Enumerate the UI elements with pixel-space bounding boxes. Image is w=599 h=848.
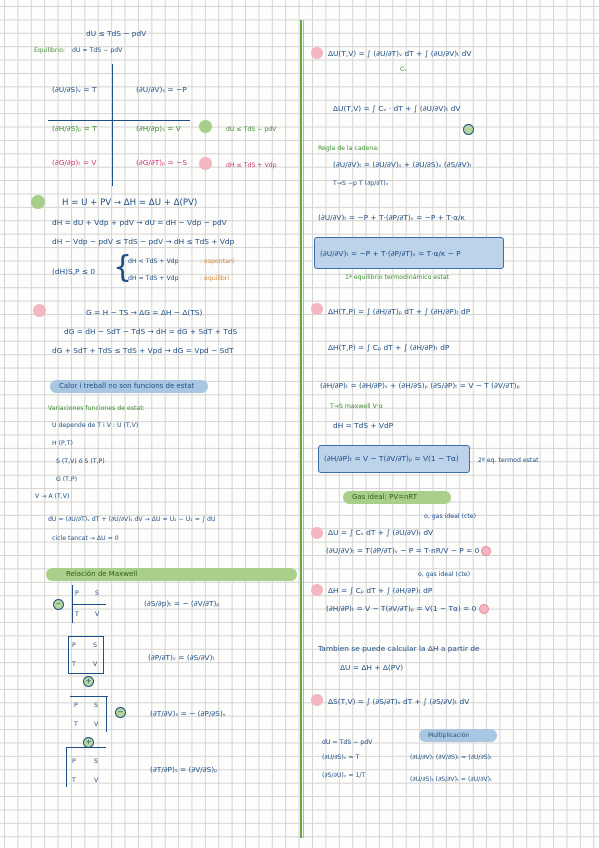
chain-rule-heading: Regla de la cadena: (318, 145, 380, 152)
square3-s: S (94, 702, 98, 709)
internal-pressure-equation: (∂U/∂V)ₜ = −P + T·(∂P/∂T)ᵥ = −P + T·α/κ (318, 213, 465, 222)
enthalpy-differential: dH = dU + Vdp + pdV → dU = dH − Vdp − pdV (52, 218, 227, 227)
heat-work-tag: Calor i treball no son funcions de estat (50, 380, 208, 393)
pink-dot-marker (311, 694, 323, 706)
square2-p: P (72, 642, 76, 649)
square2-t: T (72, 661, 76, 668)
maxwell-relation-3: (∂T/∂V)ₛ = − (∂P/∂S)ᵥ (150, 709, 226, 718)
square4-p: P (72, 758, 76, 765)
ideal-gas-dH-dP: (∂H/∂P)ₜ = V − T(∂V/∂T)ₚ = V(1 − Tα) = 0 (326, 604, 477, 613)
pink-dot-marker (311, 584, 323, 596)
plus-sign-marker: + (83, 676, 94, 687)
relation-dU-dS: (∂U/∂S)ᵥ = T (52, 85, 97, 94)
ideal-gas-dH: ΔH = ∫ Cₚ dT + ∫ (∂H/∂P)ₜ dP (328, 586, 433, 595)
minus-sign-marker: − (53, 599, 64, 610)
dU-integral-Cv: ΔU(T,V) = ∫ Cᵥ · dT + ∫ (∂U/∂V)ₜ dV (333, 104, 461, 113)
pink-dot-marker (33, 304, 46, 317)
dS-dU-equals-inverse-T: (∂S/∂U)ᵥ = 1/T (322, 772, 366, 779)
square4-s: S (94, 758, 98, 765)
zero-marker (463, 124, 474, 135)
gibbs-definition: G = H − TS → ΔG = ΔH − Δ(TS) (86, 308, 203, 317)
ideal-gas-internal-pressure: (∂U/∂V)ₜ = T(∂P/∂T)ᵥ − P = T·nR/V − P = 0 (326, 546, 480, 555)
zero-result-marker (479, 604, 489, 614)
gibbs-inequality: dG + SdT + TdS ≤ TdS + Vpd → dG = Vpd − SdT (52, 346, 234, 355)
brace: { (113, 250, 133, 285)
multiplication-tag: Multiplicación (419, 729, 497, 742)
state-A: V → A (T,V) (35, 493, 70, 500)
zero-result-marker (481, 546, 491, 556)
pink-dot-marker (199, 157, 212, 170)
criterion-spontaneous-note: : espontani (200, 258, 235, 265)
square2-s: S (93, 642, 97, 649)
dH-dP-chain-notes: T→S maxwell V·α (330, 403, 383, 410)
criterion-equilibrium: dH = TdS + Vdp (128, 275, 179, 282)
relation-dH-dS: (∂H/∂S)ₚ = T (52, 124, 97, 133)
enthalpy-inequality: dH − Vdp − pdV ≤ TdS − pdV → dH ≤ TdS + Vdp (52, 237, 235, 246)
maxwell-tag-label: Relación de Maxwell (66, 570, 138, 578)
inequality-line: dU ≤ TdS − pdV (86, 29, 147, 38)
square2-v: V (93, 661, 98, 668)
equilibrio-label: Equilibrio: (34, 47, 65, 54)
square1-t: T (75, 611, 79, 618)
second-equation-of-state: (∂H/∂P)ₜ = V − T(∂V/∂T)ₚ = V(1 − Tα) (324, 454, 459, 463)
square3-p: P (74, 702, 78, 709)
fundamental-dU: dU = TdS − pdV (322, 739, 373, 746)
column-divider (300, 20, 302, 838)
maxwell-relation-4: (∂T/∂P)ₛ = (∂V/∂S)ₚ (150, 765, 218, 774)
relation-dG-dT: (∂G/∂T)ₚ = −S (136, 158, 188, 167)
dH-integral-Cp: ΔH(T,P) = ∫ Cₚ dT + ∫ (∂H/∂P)ₜ dP (328, 343, 450, 352)
state-U: U depende de T i V : U (T,V) (52, 422, 139, 429)
square1-s: S (95, 590, 99, 597)
state-G: G (T,P) (56, 476, 78, 483)
alternative-route-text: Tambien se puede calcular la ΔH a partir de (318, 644, 480, 653)
ideal-gas-equation: PV=nRT (389, 493, 418, 501)
Cv-label: Cᵥ (400, 66, 407, 73)
closed-cycle-note: cicle tancat → ΔU = 0 (52, 535, 119, 542)
dH-inequality-note: dH ≤ TdS + Vdp (226, 162, 277, 169)
dH-integral: ΔH(T,P) = ∫ (∂H/∂T)ₚ dT + ∫ (∂H/∂P)ₜ dP (328, 307, 471, 316)
relation-dH-dp: (∂H/∂p)ₛ = V (136, 124, 181, 133)
relation-dG-dp: (∂G/∂p)ₜ = V (52, 158, 97, 167)
entropy-integral: ΔS(T,V) = ∫ (∂S/∂T)ᵥ dT + ∫ (∂S/∂V)ₜ dV (328, 697, 470, 706)
equilibrio-equation: dU = TdS − pdV (72, 47, 123, 54)
minus-sign-marker: − (115, 707, 126, 718)
chain-rule-substitutions: T→S −p T (∂p/∂T)ᵥ (333, 180, 389, 187)
dU-total-differential: dU = (∂U/∂T)ᵥ dT + (∂U/∂V)ₜ dV → ΔU = U₂ − U₁ = ∫ dU (48, 516, 216, 523)
second-equation-note: 2ª eq. termod estat (478, 457, 539, 464)
state-H: H (P,T) (52, 440, 73, 447)
dU-inequality-note: dU ≤ TdS − pdV (226, 126, 277, 133)
green-dot-marker (199, 120, 212, 133)
relation-dU-dV: (∂U/∂V)ₛ = −P (136, 85, 187, 94)
chain-rule-equation: (∂U/∂V)ₜ = (∂U/∂V)ₛ + (∂U/∂S)ᵥ (∂S/∂V)ₜ (333, 160, 472, 169)
dH-fundamental: dH = TdS + VdP (333, 421, 394, 430)
first-equation-of-state: (∂U/∂V)ₜ = −P + T·(∂P/∂T)ᵥ = T·α/κ − P (320, 249, 461, 258)
dH-dP-chain: (∂H/∂P)ₜ = (∂H/∂P)ₛ + (∂H/∂S)ₚ (∂S/∂P)ₜ = V − T (∂V/∂T)ₚ (320, 381, 520, 390)
criterion-spontaneous: dH < TdS + Vdp (128, 258, 179, 265)
enthalpy-criterion-lhs: (dH)S,P ≤ 0 (52, 267, 96, 276)
alternative-route-equation: ΔU = ΔH + Δ(PV) (340, 663, 404, 672)
ideal-gas-label: Gas ideal: (352, 493, 387, 501)
plus-sign-marker: + (83, 737, 94, 748)
green-dot-marker (31, 195, 45, 209)
square3-v: V (94, 721, 99, 728)
maxwell-relation-1: (∂S/∂p)ₜ = − (∂V/∂T)ₚ (144, 599, 220, 608)
ideal-gas-note-2: o, gas ideal (cte) (418, 571, 471, 578)
square1-p: P (75, 590, 79, 597)
maxwell-square-1 (62, 585, 106, 623)
state-S: S (T,V) ó S (T,P) (56, 458, 105, 465)
pink-dot-marker (311, 527, 323, 539)
dU-integral: ΔU(T,V) = ∫ (∂U/∂T)ᵥ dT + ∫ (∂U/∂V)ₜ dV (328, 49, 472, 58)
enthalpy-definition: H = U + PV → ΔH = ΔU + Δ(PV) (62, 198, 198, 208)
multiplication-rule-2: (∂U/∂S)ₜ (∂S/∂V)ₜ = (∂U/∂V)ₜ (410, 776, 492, 783)
square3-t: T (74, 721, 78, 728)
square4-t: T (72, 777, 76, 784)
multiplication-rule-1: (∂U/∂V)ₜ (∂V/∂S)ₜ = (∂U/∂S)ₜ (410, 754, 492, 761)
pink-dot-marker (311, 303, 323, 315)
square1-v: V (95, 611, 100, 618)
dU-dS-equals-T: (∂U/∂S)ᵥ = T (322, 754, 360, 761)
ideal-gas-note-1: o, gas ideal (cte) (424, 513, 477, 520)
ideal-gas-dU: ΔU = ∫ Cᵥ dT + ∫ (∂U/∂V)ₜ dV (328, 528, 434, 537)
maxwell-tag (46, 568, 297, 581)
gibbs-differential: dG = dH − SdT − TdS → dH = dG + SdT + TdS (64, 327, 238, 336)
criterion-equilibrium-note: : equilibri (200, 275, 230, 282)
pink-dot-marker (311, 47, 323, 59)
column-divider-shadow (303, 20, 304, 838)
first-equation-note: 1ª equilibrio termodinámico estat (345, 274, 449, 281)
state-function-heading: Variaciones funciones de estat: (48, 405, 145, 412)
square4-v: V (94, 777, 99, 784)
ideal-gas-tag (343, 491, 451, 504)
maxwell-relation-2: (∂P/∂T)ᵥ = (∂S/∂V)ₜ (148, 653, 215, 662)
